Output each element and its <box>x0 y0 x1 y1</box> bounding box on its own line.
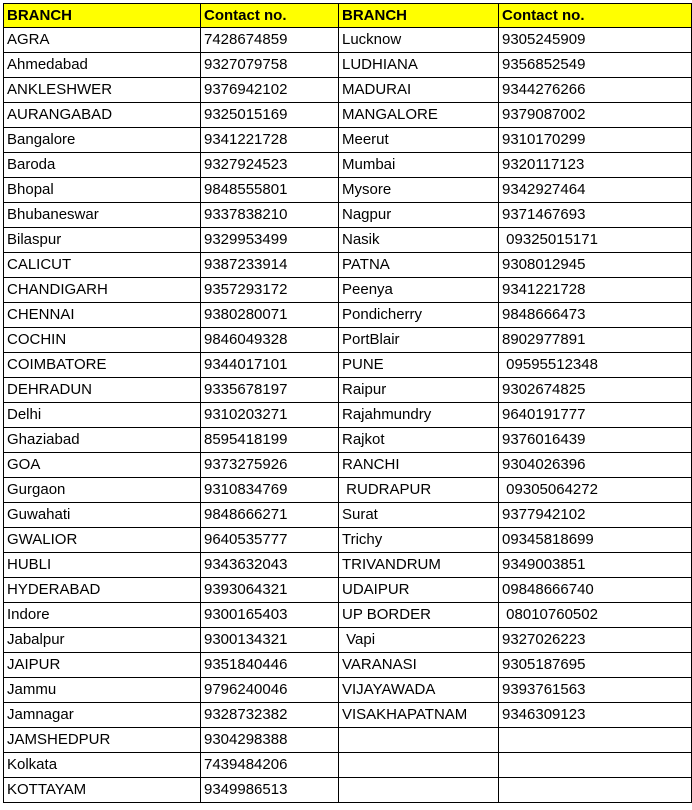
table-row <box>4 528 692 553</box>
branch-cell: Baroda <box>4 153 201 178</box>
branch-cell: PortBlair <box>339 328 499 353</box>
branch-cell: Mysore <box>339 178 499 203</box>
branch-cell: JAIPUR <box>4 653 201 678</box>
header-branch-left: BRANCH <box>4 4 201 28</box>
contact-cell: 9329953499 <box>201 228 339 253</box>
table-row <box>4 778 692 803</box>
branch-cell: Meerut <box>339 128 499 153</box>
contact-cell: 7428674859 <box>201 28 339 53</box>
contact-cell: 9342927464 <box>499 178 692 203</box>
table-row <box>4 253 692 278</box>
contact-cell: 9344017101 <box>201 353 339 378</box>
contact-cell: 7439484206 <box>201 753 339 778</box>
contact-cell: 9304298388 <box>201 728 339 753</box>
branch-cell: Gurgaon <box>4 478 201 503</box>
table-row <box>4 503 692 528</box>
contact-cell: 9357293172 <box>201 278 339 303</box>
contact-cell: 9325015169 <box>201 103 339 128</box>
table-row <box>4 553 692 578</box>
contact-cell: 9393761563 <box>499 678 692 703</box>
branch-cell <box>339 778 499 803</box>
branch-cell: Peenya <box>339 278 499 303</box>
branch-cell: CHANDIGARH <box>4 278 201 303</box>
contact-cell: 9377942102 <box>499 503 692 528</box>
branch-cell: VISAKHAPATNAM <box>339 703 499 728</box>
contact-cell: 9304026396 <box>499 453 692 478</box>
branch-cell: AURANGABAD <box>4 103 201 128</box>
table-row <box>4 603 692 628</box>
table-row <box>4 228 692 253</box>
contact-cell: 9640535777 <box>201 528 339 553</box>
branch-cell: HUBLI <box>4 553 201 578</box>
table-row <box>4 378 692 403</box>
contact-cell: 9300134321 <box>201 628 339 653</box>
branch-cell: Bhubaneswar <box>4 203 201 228</box>
branch-cell: VIJAYAWADA <box>339 678 499 703</box>
contact-cell: 9846049328 <box>201 328 339 353</box>
branch-cell: Nasik <box>339 228 499 253</box>
table-row <box>4 578 692 603</box>
contact-cell: 9356852549 <box>499 53 692 78</box>
table-row <box>4 753 692 778</box>
table-row <box>4 453 692 478</box>
contact-cell: 9308012945 <box>499 253 692 278</box>
contact-cell: 9373275926 <box>201 453 339 478</box>
contact-cell: 09305064272 <box>499 478 692 503</box>
contact-cell: 9371467693 <box>499 203 692 228</box>
branch-cell: UDAIPUR <box>339 578 499 603</box>
contact-cell <box>499 728 692 753</box>
branch-cell: Bangalore <box>4 128 201 153</box>
contact-cell: 9379087002 <box>499 103 692 128</box>
contact-cell: 9344276266 <box>499 78 692 103</box>
branch-cell: VARANASI <box>339 653 499 678</box>
contact-cell: 8902977891 <box>499 328 692 353</box>
branch-cell: Ahmedabad <box>4 53 201 78</box>
contact-cell: 9346309123 <box>499 703 692 728</box>
branch-cell: ANKLESHWER <box>4 78 201 103</box>
branch-cell: JAMSHEDPUR <box>4 728 201 753</box>
contact-cell: 9327079758 <box>201 53 339 78</box>
branch-cell: Mumbai <box>339 153 499 178</box>
branch-cell: PATNA <box>339 253 499 278</box>
table-row <box>4 703 692 728</box>
contact-cell: 9302674825 <box>499 378 692 403</box>
table-row <box>4 128 692 153</box>
branch-cell: CALICUT <box>4 253 201 278</box>
contact-cell: 9310203271 <box>201 403 339 428</box>
branch-cell: Rajahmundry <box>339 403 499 428</box>
contact-cell: 9351840446 <box>201 653 339 678</box>
contact-cell: 09848666740 <box>499 578 692 603</box>
contact-cell: 08010760502 <box>499 603 692 628</box>
contact-cell: 9376016439 <box>499 428 692 453</box>
contact-cell: 9848666271 <box>201 503 339 528</box>
branch-cell <box>339 753 499 778</box>
table-row <box>4 203 692 228</box>
branch-cell: PUNE <box>339 353 499 378</box>
table-row <box>4 78 692 103</box>
branch-cell: Kolkata <box>4 753 201 778</box>
contact-cell: 9376942102 <box>201 78 339 103</box>
contact-cell <box>499 753 692 778</box>
branch-cell: COCHIN <box>4 328 201 353</box>
branch-cell: Ghaziabad <box>4 428 201 453</box>
contact-cell: 9305187695 <box>499 653 692 678</box>
contact-cell: 9349003851 <box>499 553 692 578</box>
table-row <box>4 653 692 678</box>
branch-cell <box>339 728 499 753</box>
header-contact-left: Contact no. <box>201 4 339 28</box>
branch-cell: DEHRADUN <box>4 378 201 403</box>
branch-cell: Jammu <box>4 678 201 703</box>
branch-cell: RUDRAPUR <box>339 478 499 503</box>
contact-cell: 9310170299 <box>499 128 692 153</box>
contact-cell: 9327924523 <box>201 153 339 178</box>
contact-cell: 09595512348 <box>499 353 692 378</box>
contact-cell: 9341221728 <box>499 278 692 303</box>
branch-cell: Trichy <box>339 528 499 553</box>
branch-cell: Lucknow <box>339 28 499 53</box>
branch-cell: Surat <box>339 503 499 528</box>
table-row <box>4 353 692 378</box>
branch-cell: Rajkot <box>339 428 499 453</box>
branch-cell: HYDERABAD <box>4 578 201 603</box>
table-row <box>4 428 692 453</box>
contact-cell: 9310834769 <box>201 478 339 503</box>
branch-cell: MANGALORE <box>339 103 499 128</box>
contact-cell: 9337838210 <box>201 203 339 228</box>
contact-cell: 8595418199 <box>201 428 339 453</box>
contact-cell: 9300165403 <box>201 603 339 628</box>
branch-cell: Delhi <box>4 403 201 428</box>
contact-cell: 9343632043 <box>201 553 339 578</box>
contact-cell: 9387233914 <box>201 253 339 278</box>
branch-cell: UP BORDER <box>339 603 499 628</box>
contact-cell: 9305245909 <box>499 28 692 53</box>
branch-cell: LUDHIANA <box>339 53 499 78</box>
branch-cell: AGRA <box>4 28 201 53</box>
table-row <box>4 403 692 428</box>
contact-cell <box>499 778 692 803</box>
table-body <box>4 4 692 803</box>
contact-cell: 9327026223 <box>499 628 692 653</box>
contact-cell: 9848555801 <box>201 178 339 203</box>
branch-cell: MADURAI <box>339 78 499 103</box>
table-row <box>4 53 692 78</box>
branch-cell: Indore <box>4 603 201 628</box>
contact-cell: 9349986513 <box>201 778 339 803</box>
header-contact-right: Contact no. <box>499 4 692 28</box>
branch-cell: COIMBATORE <box>4 353 201 378</box>
header-branch-right: BRANCH <box>339 4 499 28</box>
branch-cell: RANCHI <box>339 453 499 478</box>
contact-cell: 9320117123 <box>499 153 692 178</box>
table-row <box>4 628 692 653</box>
table-row <box>4 303 692 328</box>
contact-cell: 9848666473 <box>499 303 692 328</box>
contact-cell: 09325015171 <box>499 228 692 253</box>
branch-cell: Guwahati <box>4 503 201 528</box>
contact-cell: 9328732382 <box>201 703 339 728</box>
table-row <box>4 478 692 503</box>
branch-cell: TRIVANDRUM <box>339 553 499 578</box>
table-row <box>4 678 692 703</box>
contact-cell: 9640191777 <box>499 403 692 428</box>
branch-cell: Jamnagar <box>4 703 201 728</box>
branch-cell: KOTTAYAM <box>4 778 201 803</box>
branch-cell: GWALIOR <box>4 528 201 553</box>
branch-cell: GOA <box>4 453 201 478</box>
branch-cell: Bhopal <box>4 178 201 203</box>
contact-cell: 09345818699 <box>499 528 692 553</box>
table-row <box>4 153 692 178</box>
branch-cell: Jabalpur <box>4 628 201 653</box>
branch-cell: CHENNAI <box>4 303 201 328</box>
contact-cell: 9335678197 <box>201 378 339 403</box>
contact-cell: 9380280071 <box>201 303 339 328</box>
contact-cell: 9341221728 <box>201 128 339 153</box>
table-row <box>4 728 692 753</box>
branch-contact-table <box>3 3 692 803</box>
header-row <box>4 4 692 28</box>
branch-cell: Pondicherry <box>339 303 499 328</box>
contact-cell: 9796240046 <box>201 678 339 703</box>
branch-cell: Bilaspur <box>4 228 201 253</box>
table-row <box>4 103 692 128</box>
table-row <box>4 328 692 353</box>
table-row <box>4 178 692 203</box>
branch-cell: Nagpur <box>339 203 499 228</box>
contact-cell: 9393064321 <box>201 578 339 603</box>
table-row <box>4 278 692 303</box>
branch-cell: Vapi <box>339 628 499 653</box>
branch-cell: Raipur <box>339 378 499 403</box>
table-row <box>4 28 692 53</box>
